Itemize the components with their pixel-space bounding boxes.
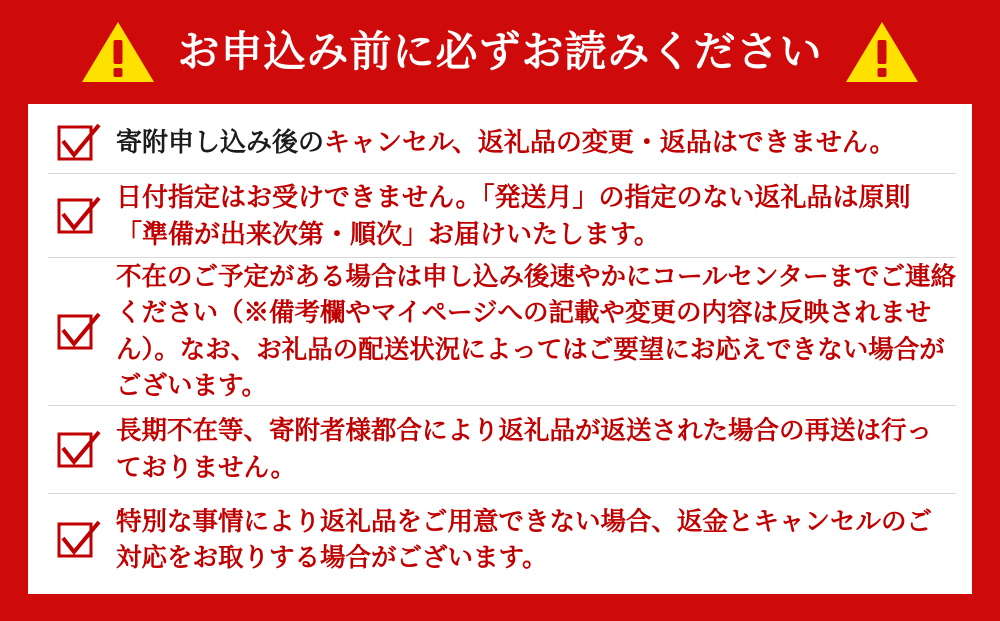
- checkbox-checked-icon: [56, 312, 102, 352]
- notice-list: [48, 112, 956, 586]
- warning-triangle-icon: [81, 20, 155, 84]
- notice-text: 不在のご予定がある場合は申し込み後速やかにコールセンターまでご連絡ください（※備考欄やマイページへの記載や変更の内容は反映されません）。なお、お礼品の配送状況によってはご要望にお応えできない場合がございます。: [116, 263, 956, 400]
- notice-text: 特別な事情により返礼品をご用意できない場合、返金とキャンセルのご対応をお取りする場合がございます。: [116, 507, 933, 572]
- notice-text-part: キャンセル、返礼品の変更・返品はできません。: [324, 127, 896, 158]
- poster-header: [0, 0, 1000, 104]
- list-item: [48, 406, 956, 494]
- checkbox-checked-icon: [56, 123, 102, 163]
- warning-triangle-icon: [845, 20, 919, 84]
- list-item: [48, 174, 956, 258]
- notice-card: [28, 104, 972, 594]
- notice-text: 長期不在等、寄附者様都合により返礼品が返送された場合の再送は行っておりません。: [116, 417, 933, 482]
- list-item: [48, 258, 956, 406]
- notice-text: 日付指定はお受けできません。「発送月」の指定のない返礼品は原則「準備が出来次第・順次」お届けいたします。: [116, 181, 911, 249]
- checkbox-checked-icon: [56, 520, 102, 560]
- list-item: [48, 112, 956, 174]
- list-item: [48, 494, 956, 586]
- checkbox-checked-icon: [56, 430, 102, 470]
- notice-text-part: 寄附申し込み後の: [116, 127, 325, 158]
- checkbox-checked-icon: [56, 196, 102, 236]
- notice-text: [116, 124, 896, 161]
- page-title: お申込み前に必ずお読みください: [177, 28, 823, 75]
